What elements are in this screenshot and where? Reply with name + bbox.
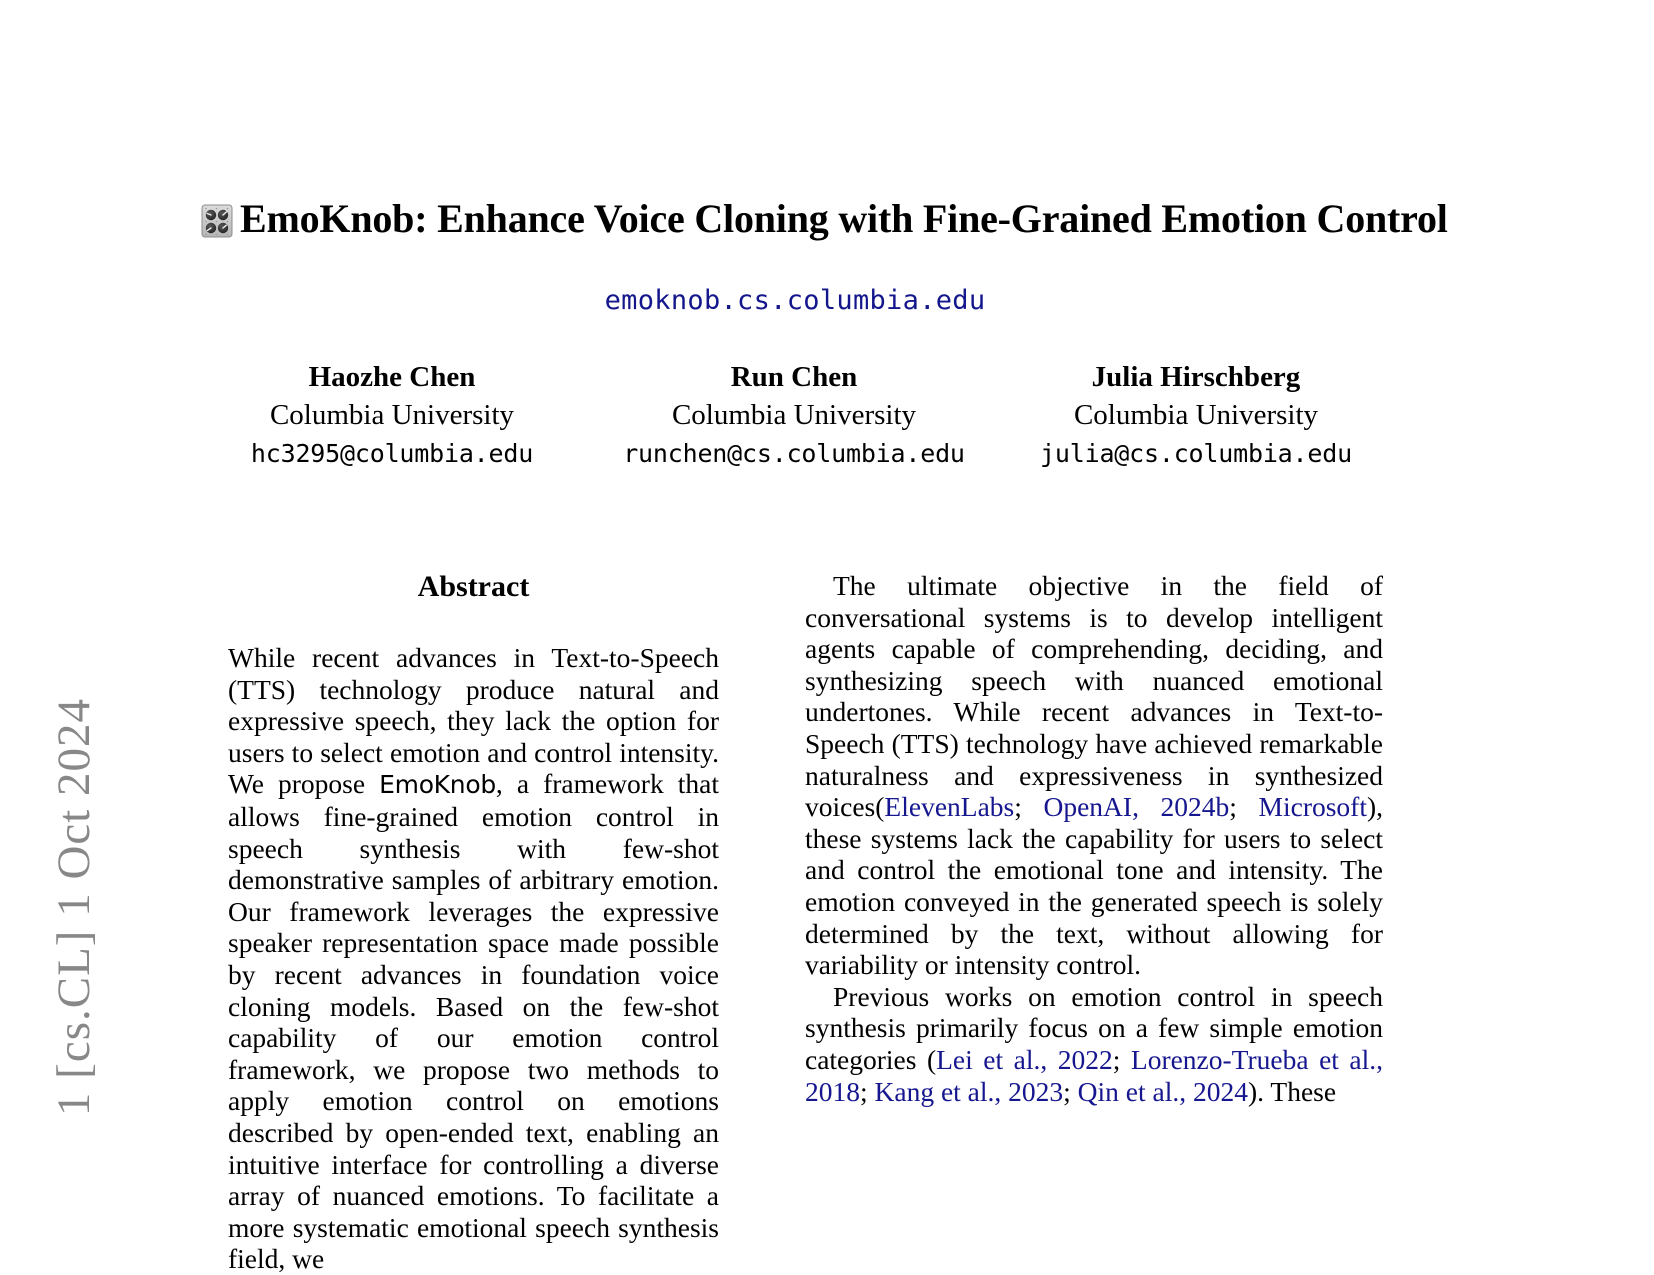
citation-link-lei[interactable]: Lei et al. [936, 1043, 1041, 1075]
abstract-column [228, 570, 719, 1275]
citation-separator: ; [1014, 791, 1044, 823]
abstract-paragraph [228, 642, 719, 1275]
intro-p1-text-b: ), these systems lack the capability for users to select and control the emotional tone and intensity. The emotion conveyed in the generated speech is solely determined by the text, without allowing for variability or intensity control. [805, 791, 1384, 981]
body-columns [0, 570, 1654, 1275]
intro-p1-text-a: The ultimate objective in the field of conversational systems is to develop intelligent agents capable of comprehending, deciding, and synthesizing speech with nuanced emotional undertones. While recent advances in Text-to-Speech (TTS) technology have achieved remarkable naturalness and expressiveness in synthesized voices( [805, 570, 1383, 823]
citation-link-lorenzo-trueba-year[interactable]: 2018 [805, 1075, 860, 1107]
citation-separator: , [1376, 1043, 1384, 1075]
citation-link-openai-year[interactable]: 2024b [1160, 791, 1230, 823]
project-url-link[interactable]: emoknob.cs.columbia.edu [604, 285, 986, 316]
citation-link-elevenlabs[interactable]: ElevenLabs [884, 791, 1015, 823]
author-name: Haozhe Chen [308, 361, 476, 393]
author-email[interactable]: julia@cs.columbia.edu [1040, 438, 1352, 468]
author-block-1 [196, 358, 588, 472]
title-block [200, 196, 1448, 242]
citation-separator: ; [1229, 791, 1259, 823]
introduction-column [805, 570, 1383, 1107]
author-affiliation: Columbia University [671, 399, 917, 432]
author-name: Run Chen [730, 361, 858, 393]
author-affiliation: Columbia University [1073, 399, 1319, 432]
citation-link-qin[interactable]: Qin et al. [1077, 1075, 1180, 1107]
author-email[interactable]: runchen@cs.columbia.edu [623, 438, 965, 468]
citation-link-lorenzo-trueba[interactable]: Lorenzo-Trueba et al. [1130, 1043, 1377, 1075]
abstract-heading: Abstract [417, 570, 530, 603]
citation-separator: , [1040, 1043, 1058, 1075]
intro-paragraph-2 [805, 981, 1383, 1107]
author-name: Julia Hirschberg [1091, 361, 1301, 393]
author-email[interactable]: hc3295@columbia.edu [250, 438, 534, 468]
brand-name-emoknob: EmoKnob [379, 770, 496, 800]
citation-separator: ; [860, 1075, 875, 1107]
citation-separator: , [1132, 791, 1161, 823]
abstract-text-part2: , a framework that allows fine-grained emotion control in speech synthesis with few-shot demonstrative samples of arbitrary emotion. Our framework leverages the expressive speaker representation space made possible by recent advances in foundation voice cloning models. Based on the few-shot capability of our emotion control framework, we propose two methods to apply emotion control on emotions described by open-ended text, enabling an intuitive interface for controlling a diverse array of nuanced emotions. To facilitate a more systematic emotional speech synthesis field, we [228, 768, 720, 1275]
intro-p2-text-b: ). These [1248, 1075, 1337, 1107]
citation-link-lei-year[interactable]: 2022 [1057, 1043, 1113, 1075]
citation-separator: , [994, 1075, 1009, 1107]
author-list [196, 358, 1392, 472]
author-affiliation: Columbia University [269, 399, 515, 432]
intro-p2-text-a: Previous works on emotion control in speech synthesis primarily focus on a few simple emotion categories ( [805, 980, 1383, 1075]
author-block-3 [1000, 358, 1392, 472]
page-title [200, 196, 1448, 242]
abstract-text-part1: While recent advances in Text-to-Speech (TTS) technology produce natural and expressive speech, they lack the option for users to select emotion and control intensity. We propose [228, 642, 719, 800]
citation-link-qin-year[interactable]: 2024 [1193, 1075, 1248, 1107]
intro-paragraph-1 [805, 570, 1383, 981]
citation-link-openai[interactable]: OpenAI [1043, 791, 1133, 823]
title-text: EmoKnob: Enhance Voice Cloning with Fine-Grained Emotion Control [240, 196, 1448, 241]
citation-separator: ; [1063, 1075, 1078, 1107]
citation-separator: , [1179, 1075, 1193, 1107]
citation-link-kang[interactable]: Kang et al. [874, 1075, 995, 1107]
citation-separator: ; [1112, 1043, 1131, 1075]
author-block-2 [598, 358, 990, 472]
citation-link-kang-year[interactable]: 2023 [1008, 1075, 1064, 1107]
arxiv-stamp: 1 [cs.CL] 1 Oct 2024 [48, 697, 100, 1117]
control-knobs-icon [200, 202, 234, 236]
citation-link-microsoft[interactable]: Microsoft [1258, 791, 1367, 823]
